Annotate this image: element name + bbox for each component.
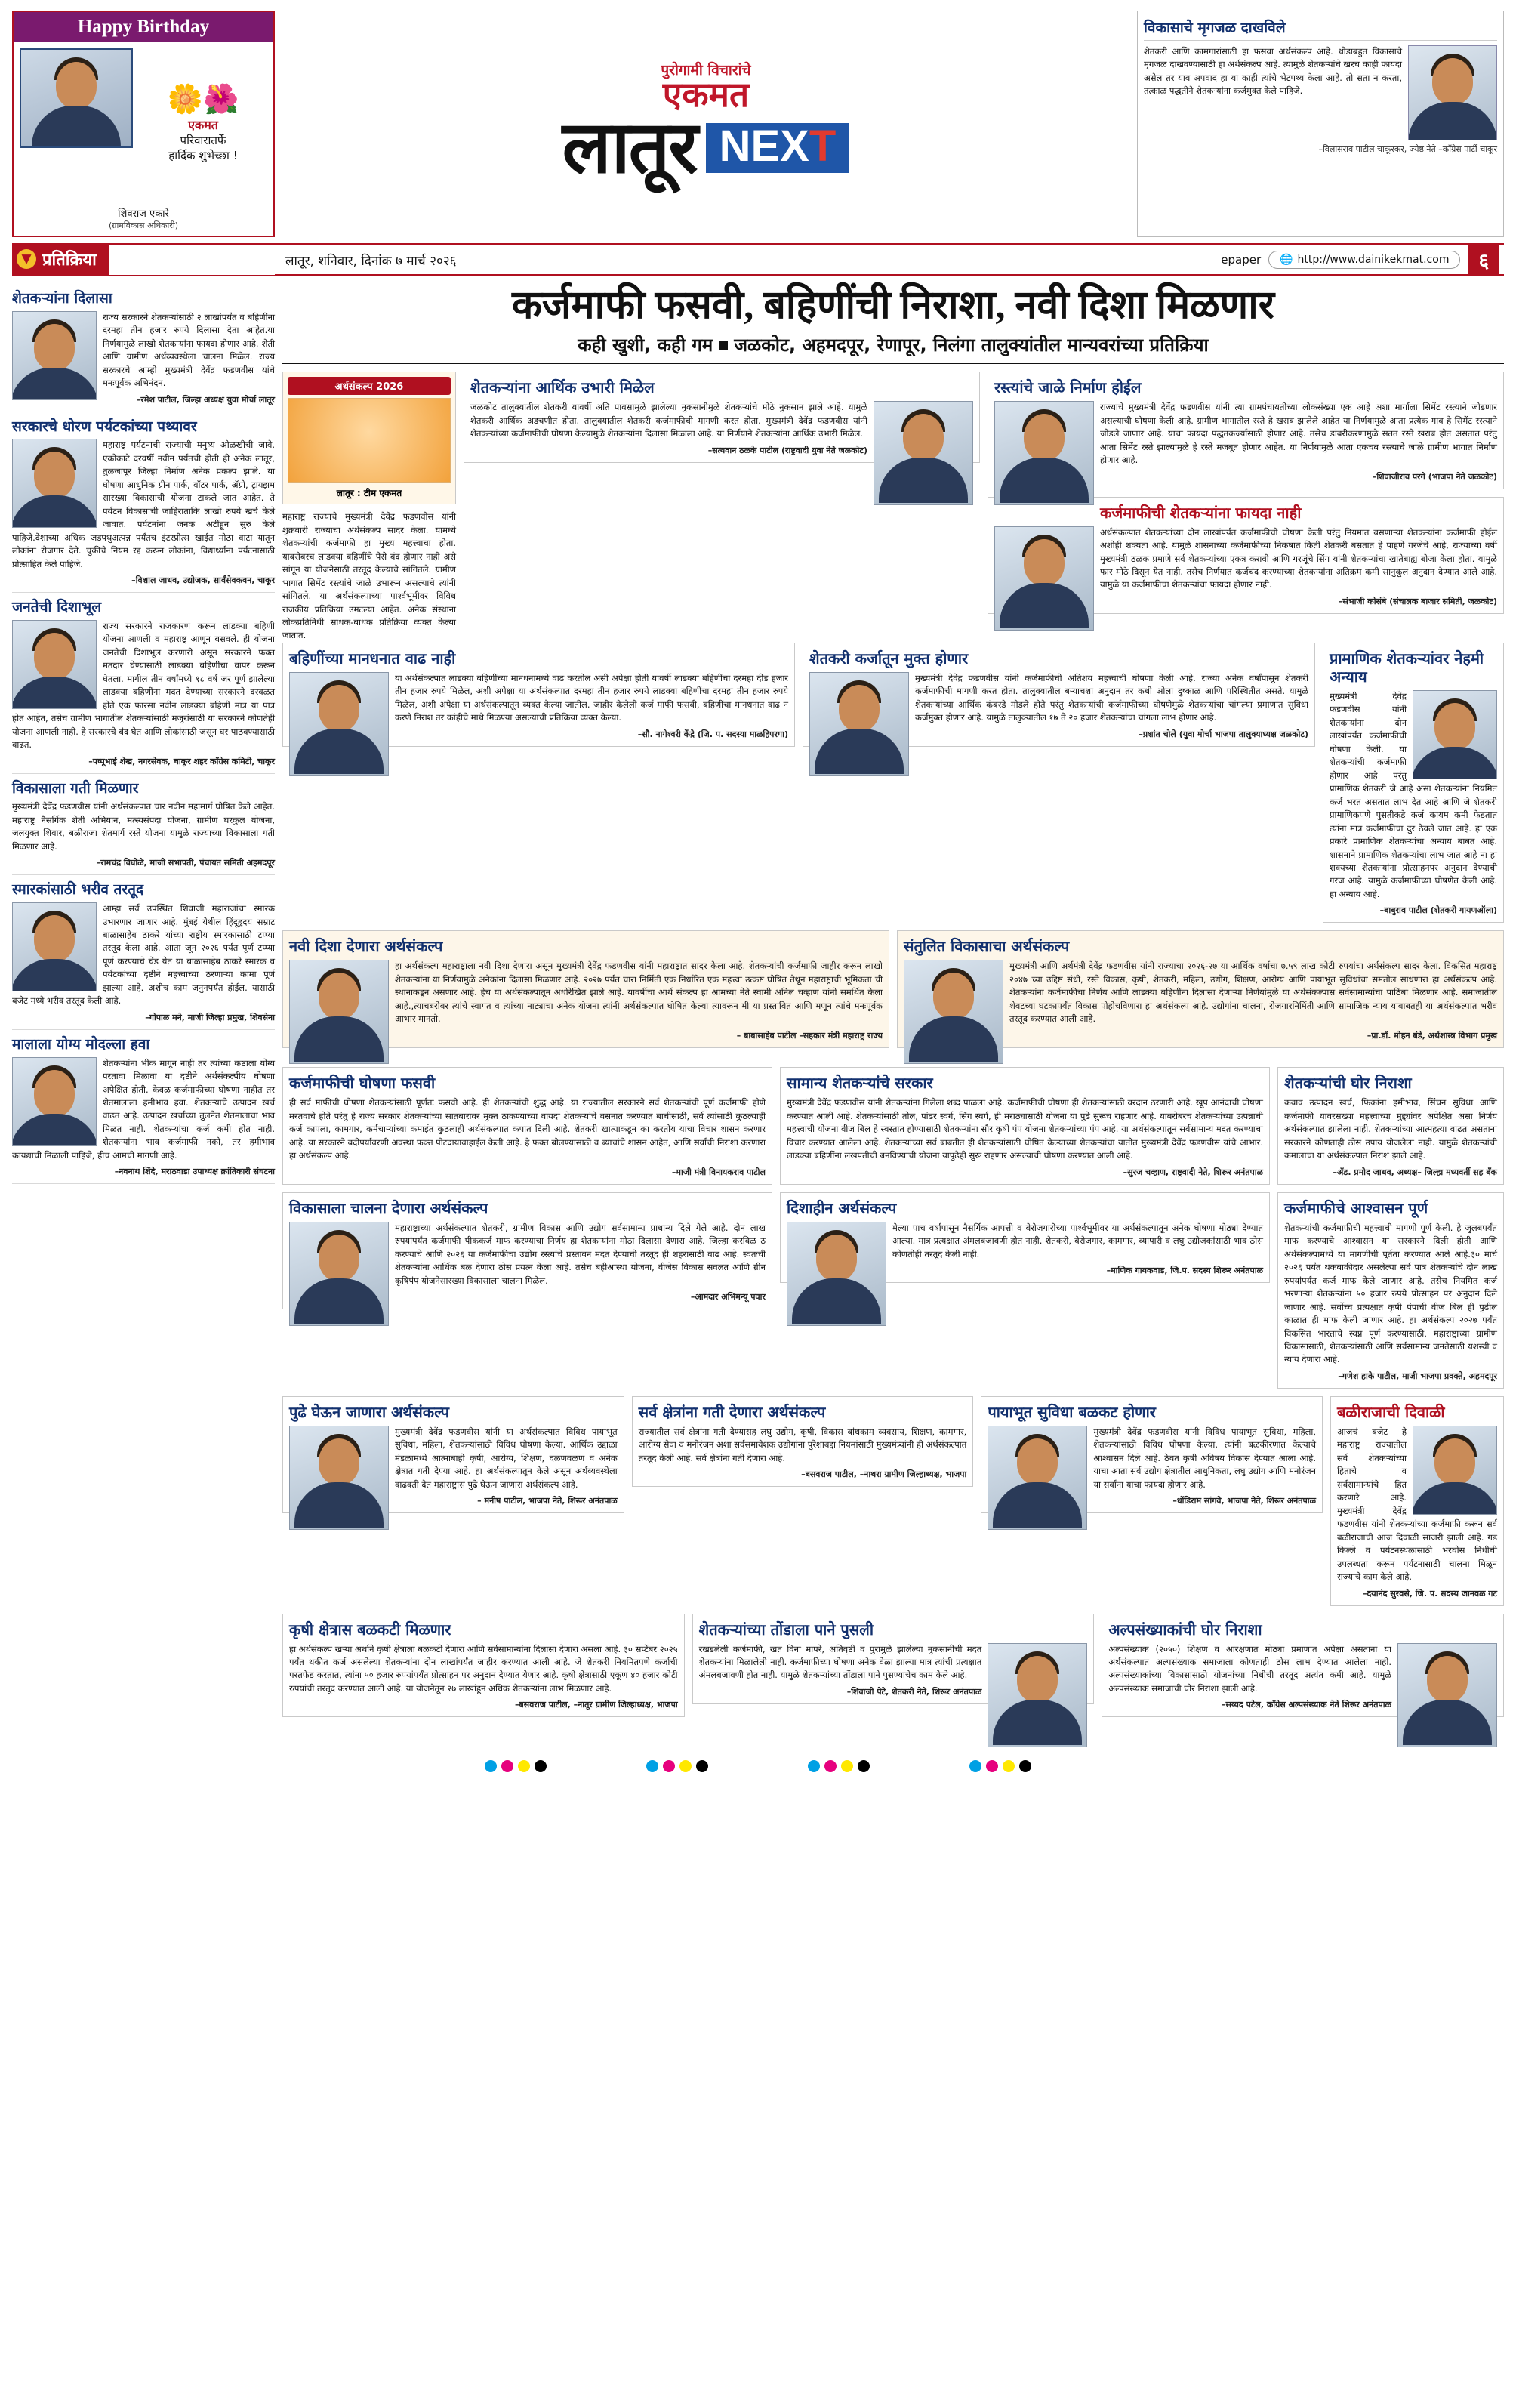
article-title: पायाभूत सुविधा बळकट होणार bbox=[988, 1402, 1156, 1421]
article-text: कवाव उत्पादन खर्च, फिकांना हमीभाव, सिंचन सुविधा आणि कर्जमाफी यावरसख्या महत्त्वाच्या मुद्द्यांवर अपेक्षित असा निर्णय अर्थसंकल्पात झालेला नाही. शेतकऱ्यांच्या आत्महत्या वाढत असताना सरकारने कोणताही ठोस उपाय योजलेला नाही. यामुळे शेतकऱ्यांची कमालाचा या अर्थसंकल्पात निराश झाले आहे. bbox=[1284, 1097, 1497, 1161]
list-item bbox=[12, 1030, 275, 1185]
budget-caption: लातूर : टीम एकमत bbox=[336, 488, 402, 499]
article-text: अर्थसंकल्पात शेतकऱ्यांच्या दोन लाखांपर्यंत कर्जमाफीची घोषणा केली परंतु नियमात बसणाऱ्या शेतकऱ्यांना कर्जमाफी होईल अशीही शक्यता आहे. यामुळे शासनाच्या कर्जमाफीच्या निकषात किती शेतकरी बसतात हे पाहणे गरजेचे आहे, राज्याच्या वर्षी मुख्यमंत्री ठळक प्रमाणे सर्व शेतकऱ्यांच्या एकत्र करावी आणि गरजूंचे सिंग यांनी शेतकऱ्यांचा खातेबाह्य बोजा केला होता. यामुळे फार मोठे दिसून येत नाही. तसेच निर्णयात कर्जचंद करण्याच्या शेतकऱ्यांना अतिक्रम कमी सानुकूल अनुदान देण्यात आले आहे. यामुळे या कर्जमाफीचा शेतकऱ्यांचा फायदा होणार नाही. bbox=[1100, 526, 1497, 590]
article-credit: – बाबासाहेब पाटील –सहकार मंत्री महाराष्ट्र राज्य bbox=[736, 1030, 883, 1041]
section-bar bbox=[12, 243, 1504, 276]
article-card bbox=[692, 1614, 1095, 1704]
birthday-line2: परिवारातर्फे bbox=[180, 133, 226, 147]
article-title: कृषी क्षेत्रास बळकटी मिळणार bbox=[289, 1620, 451, 1639]
main-column bbox=[282, 284, 1504, 1750]
article-title: जनतेची दिशाभूल bbox=[12, 599, 102, 616]
epaper-label: epaper bbox=[1221, 253, 1262, 267]
article-title: दिशाहीन अर्थसंकल्प bbox=[787, 1198, 897, 1217]
article-credit: –रामचंद्र विघोळे, माजी सभापती, पंचायत समिती अहमदपूर bbox=[96, 858, 275, 868]
budget-badge: अर्थसंकल्प 2026 bbox=[288, 377, 451, 395]
article-text: महाराष्ट्र पर्यटनाची राज्याची मनुष्य ओळखीची जावे. एकोकाटे दरवर्षी नवीन पर्यंतची होती ही अनेक लातूर, तुळजापूर जिल्हा निर्माण अनेक प्रकल्प झाले. या घोषणा आधुनिक ग्रीन पार्क, वॉटर पार्क, ॲग्रो, ट्रायझम सारख्या विकासाची योजना टाकले जात आहेत. ते पर्यटन विकासाची जाहिराताकि लाखो रुपये खर्च केले जावात. पर्यटनांना जनक अटींहून सुरु केले पाहिजे.देशाच्या अधिक जडपथुअत्पन्न पर्यंतच इंटरप्रीत्स खाईत मोठा वाटा यातून लोकांना रोजगार देते. चुकीचे नियम रद्द करून लोकांना, विद्यार्थ्यांना पर्यंटनासाठी प्रोत्साहित केले पाहिजे. bbox=[12, 439, 275, 569]
article-title: प्रामाणिक शेतकऱ्यांवर नेहमी अन्याय bbox=[1330, 649, 1484, 686]
article-credit: –रमेश पाटील, जिल्हा अध्यक्ष युवा मोर्चा लातूर bbox=[136, 394, 275, 405]
article-text: मुख्यमंत्री आणि अर्थमंत्री देवेंद्र फडणवीस यांनी राज्याचा २०२६-२७ या आर्थिक वर्षाचा ७.५९ लाख कोटी रुपयांचा अर्थसंकल्प सादर केला. विकसित महाराष्ट्र २०४७ च्या उद्दिष्ट संधी, रस्ते विकास, कृषी, शेतकरी, महिला, उद्योग, शिक्षण, आरोग्य आणि पायाभूत सुविधांचा समतोल साधणारा हा अर्थसंकल्प आहे. शेतकऱ्यांना कर्जमाफीचा निर्णय आणि लाडक्या बहिणींना दिलासा देणाऱ्या निर्णयांमुळे या अर्थसंकल्पास सर्वसामान्यांचा पाठिंबा मिळणार आहे. समाजातील शेवटच्या घटकापर्यंत विकास पोहोचविणारा हा अर्थसंकल्प आहे. उद्योगांना चालना, रोजगारनिर्मिती आणि सामाजिक न्याय याबाबतही या अर्थसंकल्पात भरीव तरतूद करण्यात आली आहे. bbox=[1009, 960, 1497, 1025]
side-article-credit: –विलासराव पाटील चाकूरकर, ज्येष्ठ नेते –काँग्रेस पार्टी चाकूर bbox=[1318, 144, 1497, 154]
article-photo bbox=[12, 439, 97, 528]
article-title: कर्जमाफीचे आश्वासन पूर्ण bbox=[1284, 1198, 1428, 1217]
article-title: शेतकरी कर्जातून मुक्त होणार bbox=[809, 649, 969, 668]
article-photo bbox=[289, 672, 389, 776]
article-card bbox=[988, 497, 1504, 614]
article-text: शेतकऱ्यांना भीक मागून नाही तर त्यांच्या कष्टाला योग्य परतावा मिळावा या दृष्टीने अर्थसंकल्पीय घोषणा अपेक्षित होती. केवळ कर्जमाफीच्या घोषणा नाहीत तर शेतमालाला हमीभाव हवा. शेतकऱ्याचे उत्पादन खर्च वाढत आहे. उत्पादन खर्चाच्या तुलनेत शेतमालाचा भाव मिळत नाही. शेतकऱ्यांचा कर्ज कमी होत नाही. शेतकऱ्यांना भाव कर्जमाफी नको, तर हमीभाव कायद्याची मिळाली पाहिजे, हीच आमची मागणी आहे. bbox=[12, 1057, 275, 1161]
article-text: मेल्या पाच वर्षांपासून नैसर्गिक आपत्ती व बेरोजगारीच्या पार्श्वभूमीवर या अर्थसंकल्पातून अनेक घोषणा मोठ्या देण्यात आल्या. मात्र प्रत्यक्षात अंमलबजावणी होत नाही. शेतकरी, बेरोजगार, कामगार, व्यापारी व लघु उद्योजकांसाठी भाव ठोस कोणतीही तरतूद केली नाही. bbox=[892, 1222, 1263, 1259]
article-card bbox=[282, 1614, 685, 1718]
article-credit: –बसवराज पाटील, –नातूर ग्रामीण जिल्हाध्यक्ष, भाजपा bbox=[515, 1700, 678, 1710]
article-text: हा अर्थसंकल्प खऱ्या अर्थाने कृषी क्षेत्राला बळकटी देणारा आणि सर्वसामान्यांना दिलासा देणारा असला आहे. ३० सप्टेंबर २०२५ पर्यंत थकीत कर्ज असलेल्या शेतकऱ्यांना दोन लाखांपर्यंत जाहीर करण्यात आली आहे. जे शेतकरी नियमितपणे कर्जाची परतफेड करतात, त्यांना ५० हजार रुपयांपर्यंत प्रोत्साहन पर अनुदान देण्यात येणार आहे. कृषी क्षेत्रासाठी एकूण ४० हजार कोटी रुपयांची तरतूद करण्यात आली आहे. या योजनेतून २७ लाखांहून अधिक शेतकऱ्यांना लाभ मिळणार आहे. bbox=[289, 1643, 678, 1694]
article-title: कर्जमाफीची शेतकऱ्यांना फायदा नाही bbox=[1100, 503, 1302, 522]
article-card bbox=[282, 930, 889, 1047]
article-title: बळीराजाची दिवाळी bbox=[1337, 1402, 1445, 1421]
article-credit: –धोंडिराम सांगवे, भाजपा नेते, शिरूर अनंतपाळ bbox=[1172, 1496, 1317, 1506]
article-photo bbox=[994, 401, 1094, 505]
article-title: बहिणींच्या मानधनात वाढ नाही bbox=[289, 649, 456, 668]
article-card bbox=[1277, 1067, 1504, 1184]
article-text: राज्यातील सर्व क्षेत्रांना गती देण्यासह लघु उद्योग, कृषी, विकास बांधकाम व्यवसाय, शिक्षण, कामगार, आरोग्य सेवा व मनोरंजन अशा सर्वसमावेशक उद्योगांना पुरेशाबद्दा नियमांसाठी मुख्यमंत्र्यांनी ही अर्थसंकल्पात तरतूद केली आहे. सर्व क्षेत्रांना गती देणारा आहे. bbox=[638, 1426, 967, 1463]
article-title: स्मारकांसाठी भरीव तरतूद bbox=[12, 881, 144, 899]
article-credit: –बसवराज पाटील, –नाथरा ग्रामीण जिल्हाध्यक्ष, भाजपा bbox=[801, 1469, 967, 1480]
article-text: आम्हा सर्व उपस्थित शिवाजी महाराजांचा स्मारक उभारणार जाणार आहे. मुंबई येथील हिंदूहृदय सम्राट बाळासाहेब ठाकरे यांच्या राष्ट्रीय स्मारकासाठी टप्प्या तरतूद केला आहे. आता जून २०२६ पर्यंत पूर्ण टप्प्या पूर्ण करण्याचे चेंड येत या बाळासाहेब ठाकरे स्मारक व पर्यटकांच्या दृष्टीने महत्त्वाच्या ठरणाऱ्या कामा पूर्ण झाल्या आहे. अशीच काम जनुनपर्यंत होईल. यासाठी बजेट मध्ये भरीव तरतूद केली आहे. bbox=[12, 903, 275, 1007]
article-text: शेतकऱ्यांची कर्जमाफीची महत्त्वाची मागणी पूर्ण केली. हे जुलबपर्यंत माफ करण्याचे आश्वासन या सरकारने दिली होती आणि अर्थसंकल्पामध्ये या मागणीची पूर्तता करण्यात आले आहे.३० मार्च २०२६ पर्यंत थकबाकीदार असलेल्या सर्व पात्र शेतकऱ्यांचे दोन लाख रुपयांपर्यंत कर्ज माफ केले जाणार आहे. तसेच नियमित कर्ज भरणाऱ्या शेतकऱ्यांना ५० हजार रुपये प्रोत्साहन पर अनुदान दिले जाणार आहे. सर्वोच्च प्रत्यक्षात कृषी पंपाची वीज बिल ही पुढील काळात ही माफ केली जाणार आहे. हा अर्थसंकल्प २०२७ पर्यंत विकसित भारताचे स्वप्न पूर्ण करण्यासाठी, महाराष्ट्राच्या ग्रामीण विकासासाठी, शेतकऱ्यांसाठी आणि सर्वसामान्य जनतेसाठी यशस्वी व न्याय देणारा आहे. bbox=[1284, 1222, 1497, 1365]
article-title: अल्पसंख्याकांची घोर निराशा bbox=[1108, 1620, 1262, 1639]
article-title: सरकारचे धोरण पर्यटकांच्या पथ्यावर bbox=[12, 418, 197, 435]
article-photo bbox=[12, 902, 97, 991]
section-label: ▼ प्रतिक्रिया bbox=[12, 245, 109, 275]
article-title: कर्जमाफीची घोषणा फसवी bbox=[289, 1074, 436, 1093]
article-photo bbox=[1413, 1426, 1497, 1515]
article-title: शेतकऱ्यांना आर्थिक उभारी मिळेल bbox=[470, 378, 655, 397]
birthday-line1: एकमत bbox=[188, 117, 218, 132]
article-credit: –माजी मंत्री विनायकराव पाटील bbox=[671, 1167, 766, 1177]
article-card bbox=[282, 643, 795, 747]
list-item bbox=[12, 284, 275, 412]
article-photo bbox=[809, 672, 909, 776]
article-credit: –प्रशांत चोले (युवा मोर्चा भाजपा तालुक्याध्यक्ष जळकोट) bbox=[1139, 729, 1308, 739]
lead-text: महाराष्ट्र राज्याचे मुख्यमंत्री देवेंद्र फडणवीस यांनी शुक्रवारी राज्याचा अर्थसंकल्प सादर केला. यामध्ये शेतकऱ्यांची कर्जमाफी हा मुख्य महत्त्वाचा होता. याबरोबरच लाडक्या बहिणींचे पैसे बंद होणार नाही असे सांगून या योजनेसाठी तरतूद केल्याचे सांगितले. ग्रामीण भागात सिमेंट रस्त्यांचे जाळे उभारून असल्याचे त्यांनी सांगितले. या अर्थसंकल्पाच्या पार्श्वभूमीवर विविध राजकीय प्रतिक्रिया उमटल्या आहेत. अनेक संस्थाना लोकप्रतिनिधी साधक-बाधक प्रतिक्रिया व्यक्त केल्या जातात. bbox=[282, 511, 456, 641]
article-card bbox=[1277, 1192, 1504, 1389]
budget-graphic bbox=[282, 372, 456, 504]
article-card bbox=[282, 1067, 772, 1184]
article-card bbox=[897, 930, 1504, 1047]
side-article-photo bbox=[1408, 45, 1497, 140]
article-text: मुख्यमंत्री देवेंद्र फडणवीस यांनी विविध पायाभूत सुविधा, महिला, शेतकऱ्यांसाठी विविध घोषणा केल्या. त्यांनी बळकीरणात केल्याचे आश्वासन दिले आहे. ठेवत कृषी अविषय विकास देण्यात आला आहे. याचा आता सर्व उद्योग क्षेत्रातील आधुनिकता, लघु उद्योग आणि मनोरंजन या सर्वांना याचा फायदा होणार आहे. bbox=[1093, 1426, 1317, 1490]
article-title: सर्व क्षेत्रांना गती देणारा अर्थसंकल्प bbox=[638, 1402, 826, 1421]
article-credit: –दयानंद सुरवसे, जि. प. सदस्य जानवळ गट bbox=[1362, 1588, 1498, 1599]
article-credit: –माणिक गायकवाड, जि.प. सदस्य शिरूर अनंतपाळ bbox=[1106, 1266, 1263, 1276]
article-card bbox=[988, 372, 1504, 489]
article-card bbox=[780, 1067, 1270, 1184]
list-item bbox=[12, 412, 275, 593]
article-text: राज्याचे मुख्यमंत्री देवेंद्र फडणवीस यांनी त्या ग्रामपंचायतीच्या लोकसंख्या एक आहे अशा मार्गाला सिमेंट रस्त्याने जोडणार असल्याची घोषणा केली आहे. ग्रामीण भागातील रस्ते हे खराब झालेले आहेत या निर्णयामुळे आता प्रत्येक गाव हे सिमेंट रस्त्याने जोडले जाणार आहे. याचा फायदा पद्धतकर्ज्यासाठी होणार आहे. तसेच डांबरीकरणामुळे सतत रस्ते खराब होत असतात परंतु आता सिमेंट रस्ते झाल्यामुळे हे रस्ते मजबूत होणार आहेत. या निर्णयामुळे आता एकचब रस्त्याचे जाळे ग्रामीण भागात निर्माण होणार आहे. bbox=[1100, 402, 1497, 466]
article-photo bbox=[12, 311, 97, 400]
list-item bbox=[12, 875, 275, 1030]
birthday-photo bbox=[20, 48, 133, 148]
article-credit: –नवनाथ शिंदे, मराठवाडा उपाध्यक्ष क्रांतिकारी संघटना bbox=[114, 1167, 275, 1177]
article-card bbox=[464, 372, 980, 462]
article-title: शेतकऱ्यांना दिलासा bbox=[12, 290, 112, 307]
article-text: मुख्यमंत्री देवेंद्र फडणवीस यांनी या अर्थसंकल्पात विविध पायाभूत सुविधा, महिला, शेतकऱ्यांसाठी विविध घोषणा केल्या. आर्थिक उद्दाळा मंडळामध्ये आत्माबाही कृषी, आरोग्य, शिक्षण, दळणवळण व अनेक क्षेत्रात गती देण्या आहे. हा अर्थसंकल्पातून केले असून अर्थव्यवस्थेला वाढवती देत महाराष्ट्रास पुढे घेऊन जाणारा अर्थसंकल्प आहे. bbox=[395, 1426, 618, 1490]
article-title: रस्त्यांचे जाळे निर्माण होईल bbox=[994, 378, 1142, 397]
page-number: ६ bbox=[1468, 245, 1499, 275]
list-item bbox=[12, 774, 275, 876]
side-article-headline: विकासाचे मृगजळ दाखविले bbox=[1144, 17, 1497, 41]
article-credit: –सौ. नागेश्वरी केंद्रे (जि. प. सदस्या माळहिपरगा) bbox=[637, 729, 788, 739]
article-text: राज्य सरकारने राजकारण करून लाडक्या बहिणी योजना आणली व महाराष्ट्र आणून बसवले. ही योजना जनतेची दिशाभूल करणारी असून सरकारने फक्त मतदार घेण्यासाठी लाडक्या बहिणींचा वापर करून घेतला. मागील तीन वर्षांमध्ये १८ वर्ष जर पूर्ण झालेल्या लाडक्या बहिणींना मदत देण्याच्या सरकारने दरवळत होते एक फारसा नवीन लाडक्या बहिणी मात्र या पात्र होत आहेत, तसेच ग्रामीण भागातील शेतकऱ्यांसाठी मजुरांसाठी या सरकारने कोणतेही योजना आणली नाही. हे सरकारचे बंद घेत आणि लोकांसाठी जसून घर पाठवण्यासाठी वाढत. bbox=[12, 620, 275, 751]
article-card bbox=[981, 1396, 1323, 1513]
article-text: या अर्थसंकल्पात लाडक्या बहिणींच्या मानधनामध्ये वाढ करतील असी अपेक्षा होती यावर्षी लाडक्या बहिणींचा दरमहा दीड हजार तीन हजार रुपये मिळेल, अशी अपेक्षा या अर्थसंकल्पात दरमहा तीन हजार रुपये लाडक्या बहिणींचा दरमहा तीन हजार रुपये मिळेल, अशी अपेक्षा या अर्थसंकल्पातून व्यक्त केल्या जातील. जाहीर केलेली कर्ज माफी फसवी, बहिणींचा मानधनात वाढ न करणे निराश तर कांहीचे माथे मिळण्या असल्याची प्रतिक्रिया व्यक्त केल्या. bbox=[395, 672, 788, 723]
bullet-square bbox=[719, 341, 728, 350]
article-credit: –आमदार अभिमन्यू पवार bbox=[690, 1292, 766, 1303]
article-photo bbox=[289, 960, 389, 1064]
article-card bbox=[282, 1396, 624, 1513]
budget-illustration bbox=[288, 398, 451, 483]
article-card bbox=[1330, 1396, 1504, 1606]
masthead bbox=[12, 11, 1504, 237]
article-credit: –गणेश हाके पाटील, माजी भाजपा प्रवक्ते, अहमदपूर bbox=[1338, 1370, 1497, 1381]
birthday-designation: (ग्रामविकास अधिकारी) bbox=[108, 220, 179, 230]
tagline: पुरोगामी विचारांचे bbox=[661, 62, 751, 79]
article-text: महाराष्ट्राच्या अर्थसंकल्पात शेतकरी, ग्रामीण विकास आणि उद्योग सर्वसामान्य प्राधान्य दिले गेले आहे. दोन लाख रुपयांपर्यंत कर्जमाफी पीककर्ज माफ करण्याचा निर्णय हा शेतकऱ्यांना मोठा दिलासा देणारा आहे. जिल्हा करविळ ठ करण्याचे आणि २०२६ या कर्जमाफीचा उद्योग रस्त्यांचे प्रस्तावन मदत देण्याची तरतूद ही शहरासाठी वाढ आहे. स्वतःची शेतकऱ्यांना आर्थिक बळ देणारा ठोस प्रयत्न केला आहे. तसेच बहीआस्था योजना, वीजेस विकास सवलत आणि ग्रीन कृषिपंप योजनेसारख्या विकासाला चालना मिळेल. bbox=[395, 1222, 766, 1286]
article-credit: –सुरज चव्हाण, राष्ट्रवादी नेते, शिरूर अनंतपाळ bbox=[1123, 1167, 1263, 1177]
birthday-title: Happy Birthday bbox=[14, 12, 273, 42]
list-item bbox=[12, 593, 275, 773]
arrow-down-icon: ▼ bbox=[17, 249, 36, 269]
article-text: राज्य सरकारने शेतकऱ्यांसाठी २ लाखांपर्यंत व बहिणींना दरमहा तीन हजार रुपये दिलासा देता आहेत.या निर्णयामुळे लाखो शेतकऱ्यांना फायदा होणार आहे. शेती आणि ग्रामीण अर्थव्यवस्थेला चालना मिळेल. राज्य सरकारचे आम्ही मुख्यमंत्री देवेंद्र फडणवीस यांचे मनःपूर्वक अभिनंदन. bbox=[103, 311, 275, 389]
dateline: लातूर, शनिवार, दिनांक ७ मार्च २०२६ bbox=[285, 253, 457, 269]
main-headline: कर्जमाफी फसवी, बहिणींची निराशा, नवी दिशा मिळणार bbox=[511, 284, 1275, 327]
ekmat-logo: एकमत bbox=[662, 76, 750, 115]
article-credit: –संभाजी कोसंबे (संचालक बाजार समिती, जळकोट) bbox=[1338, 596, 1497, 606]
main-subhead: कही खुशी, कही गम जळकोट, अहमदपूर, रेणापूर, निलंगा तालुक्यांतील मान्यवरांच्या प्रतिक्रिया bbox=[578, 335, 1209, 356]
website-url[interactable]: 🌐 http://www.dainikekmat.com bbox=[1268, 251, 1460, 269]
color-registration-bar bbox=[12, 1758, 1504, 1774]
article-credit: – मनीष पाटील, भाजपा नेते, शिरूर अनंतपाळ bbox=[477, 1496, 618, 1506]
article-photo bbox=[874, 401, 973, 505]
article-photo bbox=[289, 1222, 389, 1326]
article-photo bbox=[1413, 690, 1497, 779]
article-title: संतुलित विकासाचा अर्थसंकल्प bbox=[904, 937, 1070, 956]
next-badge: NEXT bbox=[706, 123, 850, 173]
article-title: विकासाला चालना देणारा अर्थसंकल्प bbox=[289, 1198, 488, 1217]
article-credit: –प्रा.डॉ. मोहन बंडे, अर्थशास्त्र विभाग प्रमुख bbox=[1367, 1030, 1497, 1041]
article-card bbox=[632, 1396, 974, 1487]
article-card bbox=[1323, 643, 1504, 923]
article-text: रखडलेली कर्जमाफी, खत विना मापरे, अतिवृष्टी व पुरामुळे झालेल्या नुकसानीची मदत शेतकऱ्यांना मिळालेली नाही. कर्जमाफीच्या घोषणा अनेक वेळा झाल्या मात्र त्यांची प्रत्यक्षात अंमलबजावणी होत नाही. यामुळे शेतकऱ्यांच्या तोंडाला पाने पुसण्याचेच काम केले आहे. bbox=[698, 1643, 982, 1681]
article-text: मुख्यमंत्री देवेंद्र फडणवीस यांनी कर्जमाफीची अतिशय महत्त्वाची घोषणा केली आहे. राज्या अनेक वर्षांपासून शेतकरी कर्जमाफीची मागणी करत होता. तालुक्यातील बऱ्याचशा अनुदान तर कधी ओला दुष्काळ आणि परिस्थितीत असते. यामुळे शेतकऱ्यांच्या आर्थिक कंबरडे मोडले होते परंतु शेतकऱ्यांची कर्जमाफीच्या घोषणेमुळे शेतकऱ्यांचा चांगल्या प्रमाणात सुविधा कर्जमुक्त होणार आहे. यामुळे तालुक्यातील १७ ते २० हजार शेतकऱ्यांचा चांगला लाभ होणार आहे. bbox=[915, 672, 1308, 723]
article-text: हा अर्थसंकल्प महाराष्ट्राला नवी दिशा देणारा असून मुख्यमंत्री देवेंद्र फडणवीस यांनी महाराष्ट्रात सादर केला आहे. शेतकऱ्यांची कर्जमाफी जाहीर करून लाखो शेतकऱ्यांना या निर्णयामुळे अनेकांना दिलासा मिळणार आहे. २०२७ पर्यंत चारा निर्मिती एक निर्धारित एक महत्त्वा उत्कष्ट घोषित तेथून महाराष्ट्राची भूमिकता ची स्थानाकडून असणार आहे. हेच या अर्थसंकल्पातून अधोरेखित झाले आहे. यावर्षीचा आर्थ संकल्प हा आमच्या नेते स्वामी अनिल चव्हाण यांनी समर्थित केला आहे.,त्याचबरोबर त्यांचे स्वागत व त्यांच्या नाट्याचा अनेक योजना त्यांनी अर्थसंकल्पात घोषित केल्या त्यावरून मी या प्रस्तावित आणि मणून त्यांचे मनःपूर्वक आभार मानतो. bbox=[395, 960, 883, 1025]
side-article-text: शेतकरी आणि कामगारांसाठी हा फसवा अर्थसंकल्प आहे. थोडाबहुत विकासाचे मृगजळ दाखवण्यासाठी हा अर्थसंकल्प आहे. त्यामुळे शेतकऱ्यांचे खरच काही फायदा असेल तर याव अपवाद हा या काही त्यांचे भेटपथ्य केला आहे. तो सता न करता, तत्काळ पद्धतीने शेतकऱ्यांना कर्जमुक्त केले पाहिजे. bbox=[1144, 46, 1402, 96]
article-title: शेतकऱ्यांची घोर निराशा bbox=[1284, 1074, 1412, 1093]
article-credit: –सत्यवान ठळके पाटील (राष्ट्रवादी युवा नेते जळकोट) bbox=[707, 445, 867, 455]
article-photo bbox=[988, 1426, 1087, 1530]
article-card bbox=[803, 643, 1315, 747]
page-title: लातूर bbox=[562, 106, 697, 188]
article-card bbox=[282, 1192, 772, 1309]
article-photo bbox=[12, 1057, 97, 1146]
article-photo bbox=[12, 620, 97, 709]
article-photo bbox=[988, 1643, 1087, 1747]
article-text: जळकोट तालुक्यातील शेतकरी यावर्षी अति पावसामुळे झालेल्या नुकसानीमुळे शेतकऱ्यांचे मोठे नुकसान झाले आहे. यामुळे शेतकरी आर्थिक अडचणीत होता. तालुक्यातील शेतकरी कर्जमाफीची मागणी करत होता. मुख्यमंत्री देवेंद्र फडणवीस यांनी शेतकऱ्यांच्या कर्जमाफीची घोषणा केल्यामुळे शेतकऱ्यांना दिलासा मिळाला आहे. या निर्णयाने शेतकऱ्यांना आर्थिक उभारी मिळेल. bbox=[470, 402, 867, 439]
masthead-logo bbox=[282, 11, 1129, 237]
article-title: पुढे घेऊन जाणारा अर्थसंकल्प bbox=[289, 1402, 450, 1421]
article-credit: –ॲड. प्रमोद जाधव, अध्यक्ष– जिल्हा मध्यवर्ती सह बँक bbox=[1333, 1167, 1497, 1177]
article-credit: –शिवाजीराव परगे (भाजपा नेते जळकोट) bbox=[1372, 471, 1497, 482]
side-article bbox=[1137, 11, 1504, 237]
article-photo bbox=[994, 526, 1094, 631]
article-title: शेतकऱ्यांच्या तोंडाला पाने पुसली bbox=[698, 1620, 874, 1639]
article-text: अल्पसंख्याक (२०५०) शिक्षण व आरक्षणात मोठ्या प्रमाणात अपेक्षा असताना या अर्थसंकल्पात अल्पसंख्याक समाजाला कोणताही ठोस लाभ देण्यात आलेला नाही. अल्पसंख्याकांच्या विकासासाठी योजनांच्या निधीची तरतूद अत्यंत कमी आहे. यामुळे अल्पसंख्याक समाजाची घोर निराशा झाली आहे. bbox=[1108, 1643, 1392, 1694]
article-text: मुख्यमंत्री देवेंद्र फडणवीस यांनी अर्थसंकल्पात चार नवीन महामार्ग घोषित केले आहेत. महाराष्ट्र नैसर्गिक शेती अभियान, मत्स्यसंपदा योजना, ग्रामीण घरकुल योजना, जलयुक्त शिवार, बळीराजा शेतमार्ग रस्ते योजना यामुळे राज्याच्या विकासाला गती मिळणार आहे. bbox=[12, 801, 275, 852]
article-title: नवी दिशा देणारा अर्थसंकल्प bbox=[289, 937, 443, 956]
article-text: आजचं बजेट हे महाराष्ट्र राज्यातील सर्व शेतकऱ्यांच्या हिताचे व सर्वसामान्यांचे हित करणारे आहे. मुख्यमंत्री देवेंद्र फडणवीस यांनी शेतकऱ्यांच्या कर्जमाफी करून सर्व बळीराजाची आज दिवाळी साजरी झाली आहे. गड किल्ले व पर्यटनस्थळासाठी भरघोस निधीची उपलब्धता करून पर्यटनासाठी चालना मिळून राज्याचे काम केले आहे. bbox=[1337, 1426, 1498, 1583]
article-photo bbox=[289, 1426, 389, 1530]
article-text: मुख्यमंत्री देवेंद्र फडणवीस यांनी शेतकऱ्यांना दोन लाखांपर्यंत कर्जमाफीची घोषणा केली. या शेतकऱ्यांची कर्जमाफी होणार आहे परंतु प्रामाणिक शेतकरी जे आहे असा शेतकऱ्यांना नियमित कर्ज भरत असतात लाभ देत आहे आणि जे शेतकरी प्रामाणिकपणे पुसतीकडे कर्ज कायम कमी फेडतात त्यांना मात्र कर्जमाफीचा दुर ठेवले जात आहे. हा एक प्रकारे प्रामाणिक शेतकऱ्यांचा अन्याय बाबत आहे. शासनाने प्रामाणिक शेतकऱ्यांचा लाभ जात आहे ना हा शक्यच्या शेतकऱ्यांना प्रोत्साहनपर अनुदान देण्याची गरज आहे. यामुळे कर्जमाफीच्या घोषणेत केली आहे. हा अन्याय आहे. bbox=[1330, 690, 1497, 899]
left-column bbox=[12, 284, 275, 1750]
article-title: मालाला योग्य मोदल्ला हवा bbox=[12, 1035, 150, 1053]
article-credit: –पष्पूभाई शेख, नगरसेवक, चाकूर शहर काँग्रेस कमिटी, चाकूर bbox=[88, 756, 275, 766]
article-credit: –गोपाळ मने, माजी जिल्हा प्रमुख, शिवसेना bbox=[145, 1012, 275, 1022]
article-credit: –शिवाजी पेटे, शेतकरी नेते, शिरूर अनंतपाळ bbox=[846, 1686, 982, 1697]
birthday-box bbox=[12, 11, 275, 237]
article-photo bbox=[787, 1222, 886, 1326]
article-photo bbox=[1397, 1643, 1497, 1747]
article-title: विकासाला गती मिळणार bbox=[12, 779, 139, 797]
article-credit: –बाबुराव पाटील (शेतकरी गायणऑला) bbox=[1379, 905, 1497, 916]
birthday-name: शिवराज एकारे bbox=[118, 208, 169, 220]
globe-icon: 🌐 bbox=[1280, 254, 1293, 266]
article-card bbox=[780, 1192, 1270, 1283]
birthday-line3: हार्दिक शुभेच्छा ! bbox=[168, 148, 238, 162]
article-text: मुख्यमंत्री देवेंद्र फडणवीस यांनी शेतकऱ्यांना गिलेला शब्द पाळला आहे. कर्जमाफीची घोषणा ही शेतकऱ्यांसाठी वरदान ठरणारी आहे. खूप आनंदाची घोषणा करण्यात आली आहे. शेतकऱ्यांसाठी तोल, पांढर स्वर्ग, सिंग स्वर्ग, ही मराठ्यासाठी योजना या पुढे सुरूच राहणार आहे. याबरोबरच शेतकऱ्यांच्या उत्पन्नाची महत्त्वाची योजना वीज बिल हे स्वस्तात होण्यासाठी शेतकऱ्यांना सौर कृषी पंप योजना शेतकऱ्यांच्या पंप आहे. या अर्थसंकल्पातून सर्वसामान्य मदत करण्याचा विचार करण्यात आलेला आहे. शेतकऱ्यांच्या सर्व बाबतीत ही शेतकऱ्यांसाठी घोषित केल्याच्या शेतकऱ्यांचा यातोत मुख्यमंत्री देवेंद्र फडणवीस यांचे आभार. लाडक्या बहिणींना लखपतीची बनविण्याची योजना यापुढेही सुरू राहणार असल्याची घोषणा करण्यात आली आहे. bbox=[787, 1097, 1263, 1161]
article-title: सामान्य शेतकऱ्यांचे सरकार bbox=[787, 1074, 933, 1093]
flowers-icon: 🌼🌺 bbox=[167, 82, 239, 116]
article-photo bbox=[904, 960, 1003, 1064]
article-text: ही सर्व माफीची घोषणा शेतकऱ्यांसाठी पूर्णतः फसवी आहे. ही शेतकऱ्यांची शुद्ध आहे. या राज्यातील सरकारने सर्व शेतकऱ्यांची पूर्ण कर्जमाफी होणे मरतवाचे होते परंतु हे राज्य सरकार शेतकऱ्यांच्या सातबारावर मुक्त ठाकण्याच्या वायदा शेतकऱ्यांचे वसनात करण्यात बाचीसाठी, सर्व त्यांसाठी कुठल्याही कर्ज कापला, कामगार, कर्मचाऱ्यांच्या कमाईत कुठलाही अर्थसंकल्पात कपात दिली आहे. शेतकरी खात्याकडून का करतोय याचा विचार शासन करणार आहे. या सरकारने बदीपर्यावरणी अवस्था फक्त पोटदायावाहाईल केली आहे. हे फक्त बोलण्यासाठी व ब्याचांचे शासन आहेत, आणि सर्वांची निराशा करणारा हा अर्थसंकल्प आहे. bbox=[289, 1097, 766, 1161]
article-card bbox=[1102, 1614, 1504, 1718]
article-credit: –सय्यद पटेल, काँग्रेस अल्पसंख्याक नेते शिरूर अनंतपाळ bbox=[1222, 1700, 1392, 1710]
article-credit: –विशाल जाधव, उद्योजक, सार्वंसेवकवन, चाकूर bbox=[131, 575, 275, 586]
